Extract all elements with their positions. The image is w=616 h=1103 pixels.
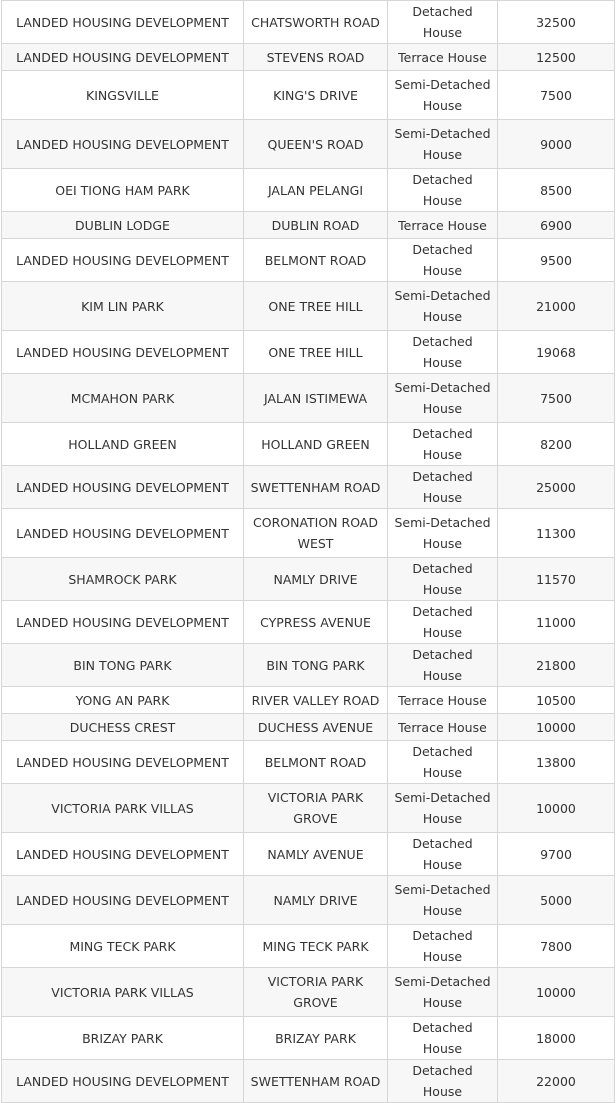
house-type-cell: Detached House xyxy=(388,1,498,44)
house-type-cell: Semi-Detached House xyxy=(388,509,498,558)
house-type-cell: Detached House xyxy=(388,1017,498,1060)
table-row xyxy=(2,282,615,331)
area-cell: 11000 xyxy=(498,601,615,644)
street-cell: JALAN ISTIMEWA xyxy=(244,374,388,423)
street-cell: DUCHESS AVENUE xyxy=(244,714,388,741)
table-row xyxy=(2,714,615,741)
table-row xyxy=(2,558,615,601)
development-cell: LANDED HOUSING DEVELOPMENT xyxy=(2,1060,244,1103)
street-cell: CORONATION ROAD WEST xyxy=(244,509,388,558)
house-type-cell: Detached House xyxy=(388,601,498,644)
area-cell: 21000 xyxy=(498,282,615,331)
house-type-cell: Terrace House xyxy=(388,212,498,239)
street-cell: HOLLAND GREEN xyxy=(244,423,388,466)
area-cell: 7500 xyxy=(498,71,615,120)
house-type-cell: Detached House xyxy=(388,1060,498,1103)
table-row xyxy=(2,331,615,374)
table-row xyxy=(2,71,615,120)
property-table-body xyxy=(2,1,615,1103)
table-row xyxy=(2,212,615,239)
area-cell: 11570 xyxy=(498,558,615,601)
table-row xyxy=(2,423,615,466)
street-cell: MING TECK PARK xyxy=(244,925,388,968)
area-cell: 6900 xyxy=(498,212,615,239)
development-cell: LANDED HOUSING DEVELOPMENT xyxy=(2,466,244,509)
house-type-cell: Semi-Detached House xyxy=(388,282,498,331)
table-row xyxy=(2,169,615,212)
development-cell: LANDED HOUSING DEVELOPMENT xyxy=(2,239,244,282)
table-row xyxy=(2,1,615,44)
area-cell: 9000 xyxy=(498,120,615,169)
house-type-cell: Detached House xyxy=(388,833,498,876)
area-cell: 32500 xyxy=(498,1,615,44)
table-row xyxy=(2,687,615,714)
house-type-cell: Terrace House xyxy=(388,714,498,741)
street-cell: QUEEN'S ROAD xyxy=(244,120,388,169)
table-row xyxy=(2,466,615,509)
house-type-cell: Detached House xyxy=(388,239,498,282)
table-row xyxy=(2,1060,615,1103)
street-cell: NAMLY DRIVE xyxy=(244,876,388,925)
house-type-cell: Semi-Detached House xyxy=(388,120,498,169)
table-row xyxy=(2,741,615,784)
development-cell: HOLLAND GREEN xyxy=(2,423,244,466)
street-cell: JALAN PELANGI xyxy=(244,169,388,212)
table-row xyxy=(2,44,615,71)
development-cell: BIN TONG PARK xyxy=(2,644,244,687)
street-cell: ONE TREE HILL xyxy=(244,331,388,374)
table-row xyxy=(2,120,615,169)
table-row xyxy=(2,601,615,644)
house-type-cell: Detached House xyxy=(388,169,498,212)
street-cell: VICTORIA PARK GROVE xyxy=(244,968,388,1017)
house-type-cell: Detached House xyxy=(388,925,498,968)
house-type-cell: Terrace House xyxy=(388,687,498,714)
street-cell: BIN TONG PARK xyxy=(244,644,388,687)
house-type-cell: Terrace House xyxy=(388,44,498,71)
development-cell: LANDED HOUSING DEVELOPMENT xyxy=(2,1,244,44)
area-cell: 22000 xyxy=(498,1060,615,1103)
house-type-cell: Detached House xyxy=(388,644,498,687)
area-cell: 25000 xyxy=(498,466,615,509)
property-table xyxy=(1,0,615,1103)
development-cell: DUBLIN LODGE xyxy=(2,212,244,239)
table-row xyxy=(2,784,615,833)
table-row xyxy=(2,644,615,687)
area-cell: 10500 xyxy=(498,687,615,714)
street-cell: RIVER VALLEY ROAD xyxy=(244,687,388,714)
area-cell: 13800 xyxy=(498,741,615,784)
development-cell: LANDED HOUSING DEVELOPMENT xyxy=(2,741,244,784)
development-cell: VICTORIA PARK VILLAS xyxy=(2,784,244,833)
area-cell: 7500 xyxy=(498,374,615,423)
development-cell: OEI TIONG HAM PARK xyxy=(2,169,244,212)
area-cell: 8200 xyxy=(498,423,615,466)
development-cell: LANDED HOUSING DEVELOPMENT xyxy=(2,120,244,169)
area-cell: 10000 xyxy=(498,784,615,833)
area-cell: 12500 xyxy=(498,44,615,71)
area-cell: 11300 xyxy=(498,509,615,558)
house-type-cell: Semi-Detached House xyxy=(388,876,498,925)
area-cell: 10000 xyxy=(498,968,615,1017)
table-row xyxy=(2,876,615,925)
development-cell: LANDED HOUSING DEVELOPMENT xyxy=(2,509,244,558)
development-cell: LANDED HOUSING DEVELOPMENT xyxy=(2,331,244,374)
table-row xyxy=(2,1017,615,1060)
development-cell: VICTORIA PARK VILLAS xyxy=(2,968,244,1017)
area-cell: 9700 xyxy=(498,833,615,876)
street-cell: BELMONT ROAD xyxy=(244,239,388,282)
development-cell: KIM LIN PARK xyxy=(2,282,244,331)
table-row xyxy=(2,374,615,423)
table-row xyxy=(2,239,615,282)
area-cell: 9500 xyxy=(498,239,615,282)
house-type-cell: Detached House xyxy=(388,741,498,784)
development-cell: LANDED HOUSING DEVELOPMENT xyxy=(2,44,244,71)
area-cell: 7800 xyxy=(498,925,615,968)
development-cell: LANDED HOUSING DEVELOPMENT xyxy=(2,876,244,925)
development-cell: DUCHESS CREST xyxy=(2,714,244,741)
development-cell: LANDED HOUSING DEVELOPMENT xyxy=(2,601,244,644)
area-cell: 21800 xyxy=(498,644,615,687)
street-cell: SWETTENHAM ROAD xyxy=(244,466,388,509)
area-cell: 8500 xyxy=(498,169,615,212)
house-type-cell: Detached House xyxy=(388,331,498,374)
area-cell: 18000 xyxy=(498,1017,615,1060)
street-cell: KING'S DRIVE xyxy=(244,71,388,120)
house-type-cell: Semi-Detached House xyxy=(388,968,498,1017)
house-type-cell: Detached House xyxy=(388,466,498,509)
table-row xyxy=(2,968,615,1017)
street-cell: SWETTENHAM ROAD xyxy=(244,1060,388,1103)
street-cell: DUBLIN ROAD xyxy=(244,212,388,239)
development-cell: KINGSVILLE xyxy=(2,71,244,120)
house-type-cell: Semi-Detached House xyxy=(388,71,498,120)
house-type-cell: Detached House xyxy=(388,558,498,601)
house-type-cell: Semi-Detached House xyxy=(388,784,498,833)
house-type-cell: Semi-Detached House xyxy=(388,374,498,423)
street-cell: CYPRESS AVENUE xyxy=(244,601,388,644)
street-cell: BELMONT ROAD xyxy=(244,741,388,784)
development-cell: BRIZAY PARK xyxy=(2,1017,244,1060)
street-cell: BRIZAY PARK xyxy=(244,1017,388,1060)
house-type-cell: Detached House xyxy=(388,423,498,466)
development-cell: LANDED HOUSING DEVELOPMENT xyxy=(2,833,244,876)
table-row xyxy=(2,925,615,968)
area-cell: 19068 xyxy=(498,331,615,374)
development-cell: MING TECK PARK xyxy=(2,925,244,968)
development-cell: SHAMROCK PARK xyxy=(2,558,244,601)
street-cell: NAMLY AVENUE xyxy=(244,833,388,876)
development-cell: MCMAHON PARK xyxy=(2,374,244,423)
table-row xyxy=(2,833,615,876)
street-cell: ONE TREE HILL xyxy=(244,282,388,331)
street-cell: NAMLY DRIVE xyxy=(244,558,388,601)
area-cell: 10000 xyxy=(498,714,615,741)
table-row xyxy=(2,509,615,558)
area-cell: 5000 xyxy=(498,876,615,925)
street-cell: CHATSWORTH ROAD xyxy=(244,1,388,44)
street-cell: VICTORIA PARK GROVE xyxy=(244,784,388,833)
street-cell: STEVENS ROAD xyxy=(244,44,388,71)
development-cell: YONG AN PARK xyxy=(2,687,244,714)
